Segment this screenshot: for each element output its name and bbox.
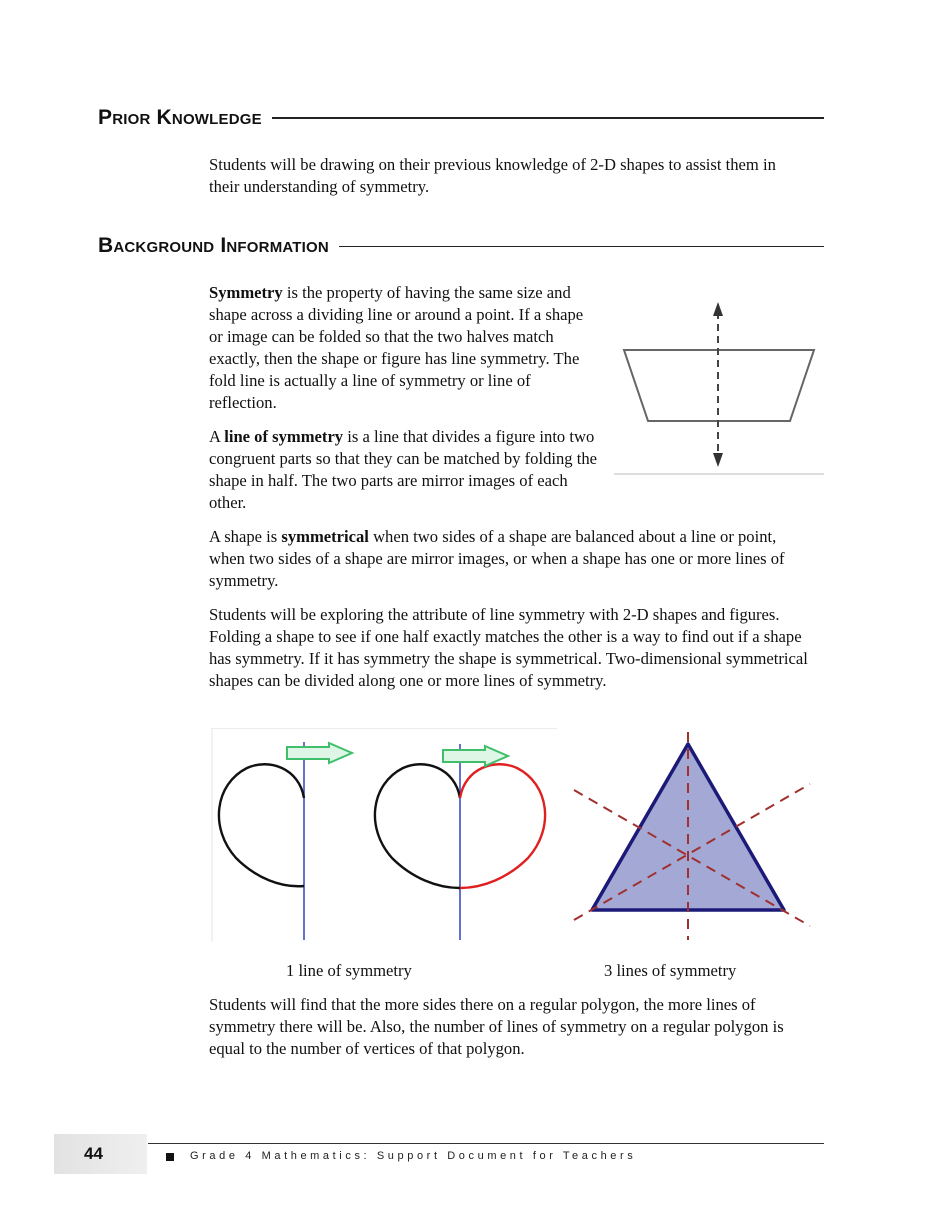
trapezoid-symmetry-figure [612,290,824,476]
paragraph-text: when two sides of a shape are balanced about a line or point, when two sides of a shape are mirror images, or when a shape has one or more lines of symmetry. [209,527,785,590]
line-of-symmetry-paragraph [209,426,603,514]
heart-fold-figure [211,728,557,944]
heart-right-half [460,764,545,888]
paragraph-text: is the property of having the same size and shape across a dividing line or around a point. If a shape or image can be folded so that the two halves match exactly, then the shape or figure has line symmetry. The fold line is actually a line of symmetry or line of reflection. [209,283,584,412]
page-number: 44 [54,1134,147,1174]
fold-arrow-icon [287,743,352,763]
section-title: Background Information [98,234,329,257]
prior-knowledge-paragraph: Students will be drawing on their previous knowledge of 2-D shapes to assist them in their understanding of symmetry. [209,155,776,196]
symmetrical-paragraph [209,526,815,592]
half-heart-outline [219,764,304,886]
regular-polygon-paragraph: Students will find that the more sides there on a regular polygon, the more lines of symmetry there will be. Also, the number of lines of symmetry on a regular polygon is equal to the number of vertices of that polygon. [209,995,784,1058]
term-symmetry: Symmetry [209,283,283,302]
term-symmetrical: symmetrical [281,527,369,546]
heading-rule [272,117,824,119]
term-line-of-symmetry: line of symmetry [224,427,344,446]
paragraph-text: A [209,427,225,446]
heading-rule [339,246,824,247]
paragraph-text: A shape is [209,527,282,546]
paragraph-text: is a line that divides a figure into two congruent parts so that they can be matched by folding the shape in half. The two parts are mirror images of each other. [209,427,597,512]
exploring-paragraph: Students will be exploring the attribute of line symmetry with 2-D shapes and figures. Folding a shape to see if one half exactly matches the other is a way to find out if a shape has symmetry. If it has symmetry the shape is symmetrical. Two-dimensional symmetrical shapes can be divided along one or more lines of symmetry. [209,605,808,690]
triangle-symmetry-figure [570,728,818,944]
section-heading-prior-knowledge [98,106,824,130]
footer-bullet-icon [166,1153,174,1161]
section-heading-background [98,234,824,258]
heart-left-half [375,764,460,888]
section-title: Prior Knowledge [98,106,262,129]
arrow-down-icon [713,453,723,467]
symmetry-definition-paragraph [209,282,601,414]
footer-rule [148,1143,824,1144]
caption-three-lines: 3 lines of symmetry [604,961,737,980]
footer-document-title: Grade 4 Mathematics: Support Document for Teachers [190,1150,637,1162]
arrow-up-icon [713,302,723,316]
caption-one-line: 1 line of symmetry [286,961,412,980]
